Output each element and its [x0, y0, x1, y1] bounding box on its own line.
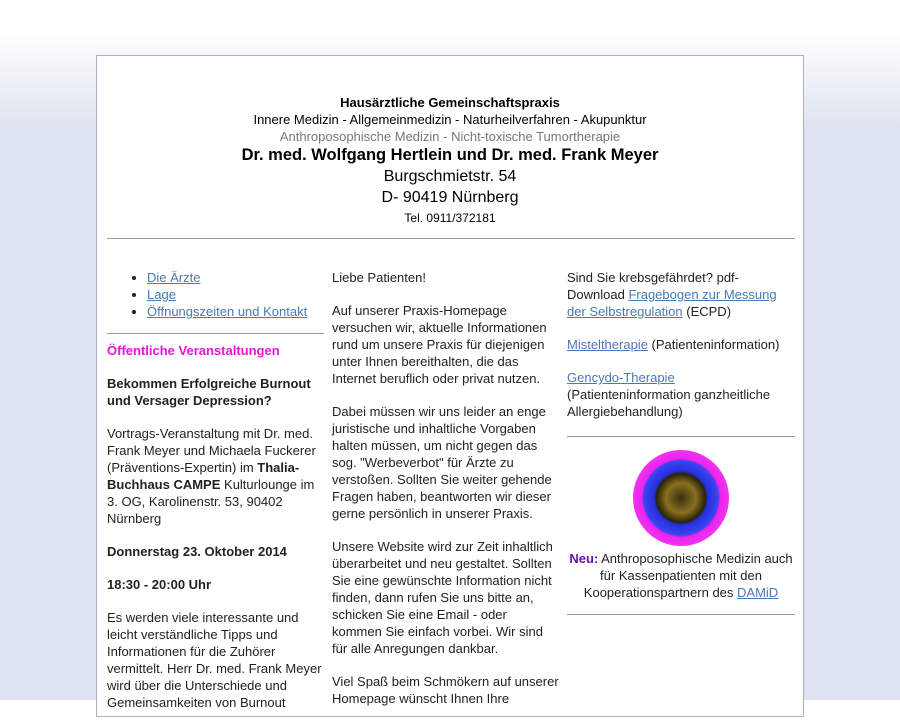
practice-type: Hausärztliche Gemeinschaftspraxis	[340, 95, 560, 110]
header-divider	[107, 238, 795, 239]
gencydo-suffix: (Patienteninformation ganzheitliche Allergiebehandlung)	[567, 387, 771, 419]
event-desc-text: Vortrags-Veranstaltung mit Dr. med. Frank Meyer und Michaela Fuckerer (Präventions-Expertin) im	[107, 426, 316, 475]
event-description	[107, 425, 324, 527]
right-column	[567, 269, 795, 615]
nav-divider	[107, 333, 324, 334]
event-address: Kulturlounge im 3. OG, Karolinenstr. 53, 90402 Nürnberg	[107, 477, 315, 526]
gencydo-link[interactable]: Gencydo-Therapie	[567, 370, 675, 385]
questionnaire-suffix: (ECPD)	[682, 304, 732, 319]
side-divider	[567, 436, 795, 437]
phone-number: Tel. 0911/372181	[404, 211, 496, 225]
practice-header	[97, 94, 803, 228]
event-venue: Thalia-Buchhaus CAMPE	[107, 460, 300, 492]
specialties-secondary: Anthroposophische Medizin - Nicht-toxische Tumortherapie	[279, 129, 621, 144]
misteltherapie-link[interactable]: Misteltherapie	[567, 337, 648, 352]
news-text: Anthroposophische Medizin auch für Kassenpatienten mit den Kooperationspartnern des	[583, 551, 793, 600]
nav-list	[107, 269, 324, 320]
nav-link-oeffnungszeiten[interactable]: Öffnungszeiten und Kontakt	[147, 304, 308, 319]
nav-link-lage[interactable]: Lage	[147, 287, 176, 302]
news-note	[567, 550, 795, 601]
mistel-suffix: (Patienteninformation)	[647, 337, 780, 352]
event-time: 18:30 - 20:00 Uhr	[107, 577, 212, 592]
mistel-info	[567, 336, 795, 353]
new-label: Neu:	[569, 551, 599, 566]
specialties: Innere Medizin - Allgemeinmedizin - Naturheilverfahren - Akupunktur	[253, 112, 647, 127]
event-body: Es werden viele interessante und leicht verständliche Tipps und Informationen für die Zuhörer vermittelt. Herr Dr. med. Frank Meyer wird über die Unterschiede und Gemeinsamkeiten von Burnout	[107, 610, 322, 710]
website-paragraph: Unsere Website wird zur Zeit inhaltlich überarbeitet und neu gestaltet. Sollten Sie eine gewünschte Information nicht finden, dann rufen Sie uns bitte an, schicken Sie eine Email - oder kommen Sie einfach vorbei. Wir sind für alle Anregungen dankbar.	[332, 539, 553, 656]
city-address: D- 90419 Nürnberg	[381, 189, 519, 206]
left-column	[107, 269, 324, 727]
closing-paragraph: Viel Spaß beim Schmökern auf unserer Homepage wünscht Ihnen Ihre	[332, 674, 559, 706]
questionnaire-text: Sind Sie krebsgefährdet? pdf-Download	[567, 270, 739, 302]
nav-link-aerzte[interactable]: Die Ärzte	[147, 270, 201, 285]
questionnaire-info	[567, 269, 795, 320]
anthroposophic-logo-image	[633, 450, 729, 546]
greeting: Liebe Patienten!	[332, 270, 426, 285]
legal-paragraph: Dabei müssen wir uns leider an enge juristische und inhaltliche Vorgaben halten müssen, um nicht gegen das sog. "Werbeverbot" für Ärzte zu verstoßen. Sollten Sie weiter gehende Fragen haben, beantworten wir dieser gerne persönlich in unserer Praxis.	[332, 404, 552, 521]
side-divider-bottom	[567, 614, 795, 615]
events-heading: Öffentliche Veranstaltungen	[107, 343, 280, 358]
page-container	[96, 55, 804, 717]
doctor-names: Dr. med. Wolfgang Hertlein und Dr. med. Frank Meyer	[241, 146, 659, 164]
event-date: Donnerstag 23. Oktober 2014	[107, 544, 287, 559]
damid-link[interactable]: DAMiD	[737, 585, 779, 600]
intro-paragraph: Auf unserer Praxis-Homepage versuchen wir, aktuelle Informationen rund um unsere Praxis für diejenigen unter Ihnen bereithalten, die das Internet beruflich oder privat nutzen.	[332, 303, 547, 386]
gencydo-info	[567, 369, 795, 420]
street-address: Burgschmietstr. 54	[383, 168, 517, 185]
event-title: Bekommen Erfolgreiche Burnout und Versager Depression?	[107, 376, 311, 408]
main-column	[332, 269, 560, 723]
questionnaire-link[interactable]: Fragebogen zur Messung der Selbstregulation	[567, 287, 777, 319]
